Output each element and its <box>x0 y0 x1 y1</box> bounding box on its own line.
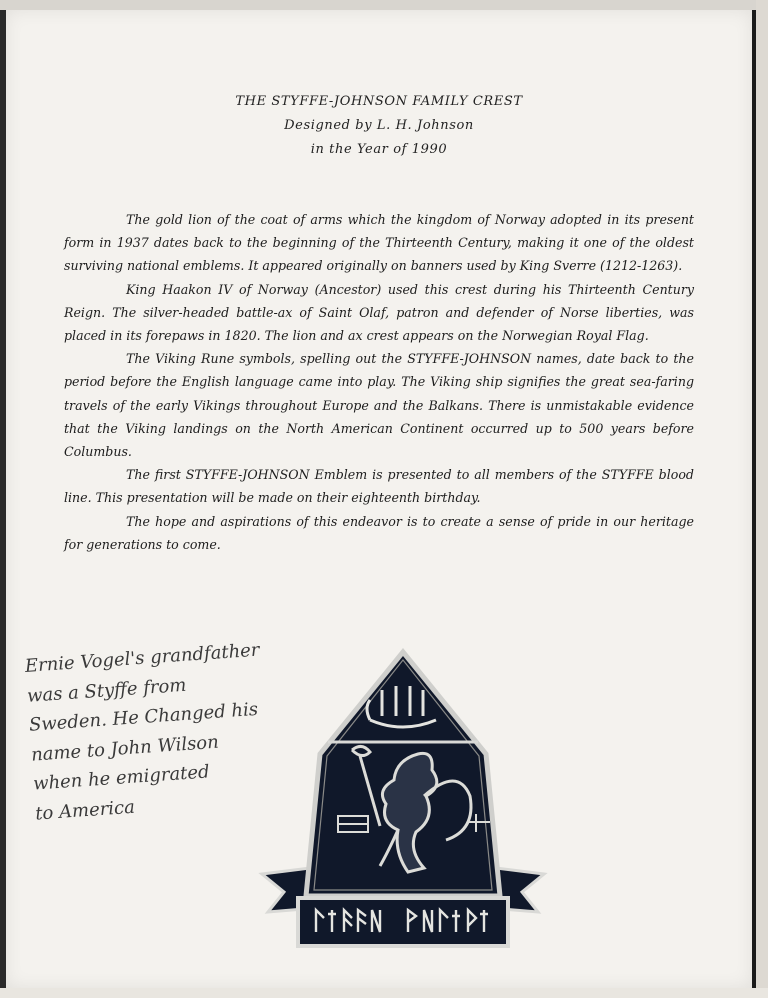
paragraph-4: The first STYFFE-JOHNSON Emblem is presented to all members of the STYFFE blood line. This presentation will be made on their eighteenth birthday. <box>64 467 694 506</box>
handwritten-line: Sweden. He Changed his <box>28 698 259 736</box>
paragraph-1: The gold lion of the coat of arms which the kingdom of Norway adopted in its present form in 1937 dates back to the beginning of the Thirteenth Century, making it one of the oldest surviving national emblems. It appeared originally on banners used by King Sverre (1212-1263). <box>64 212 694 274</box>
document-heading <box>6 90 752 162</box>
handwritten-line: Ernie Vogel's grandfather <box>24 639 261 677</box>
document-body <box>64 208 694 556</box>
paragraph-3: The Viking Rune symbols, spelling out the STYFFE-JOHNSON names, date back to the period before the English language came into play. The Viking ship signifies the great sea-faring travels of the early Vikings throughout Europe and the Balkans. There is unmistakable evidence that the Viking landings on the North American Continent occurred up to 500 years before Columbus. <box>64 351 694 460</box>
background-edge-bottom <box>0 988 768 998</box>
heading-year: in the Year of 1990 <box>310 142 448 157</box>
document-page <box>6 10 756 988</box>
heading-title: THE STYFFE-JOHNSON FAMILY CREST <box>235 94 523 109</box>
heading-designer: Designed by L. H. Johnson <box>284 118 474 133</box>
handwritten-line: to America <box>34 796 136 825</box>
paragraph-5: The hope and aspirations of this endeavor is to create a sense of pride in our heritage for generations to come. <box>64 513 694 552</box>
handwritten-line: was a Styffe from <box>26 674 188 707</box>
background-edge-right <box>756 0 768 998</box>
crest-patch-emblem <box>258 646 548 966</box>
rune-name-banner <box>298 898 508 946</box>
handwritten-line: when he emigrated <box>32 761 211 795</box>
background-edge-top <box>0 0 768 10</box>
paragraph-2: King Haakon IV of Norway (Ancestor) used this crest during his Thirteenth Century Reign. The silver-headed battle-ax of Saint Olaf, patron and defender of Norse liberties, was placed in its forepaws in 1820. The lion and ax crest appears on the Norwegian Royal Flag. <box>64 281 694 344</box>
handwritten-line: name to John Wilson <box>30 731 220 766</box>
